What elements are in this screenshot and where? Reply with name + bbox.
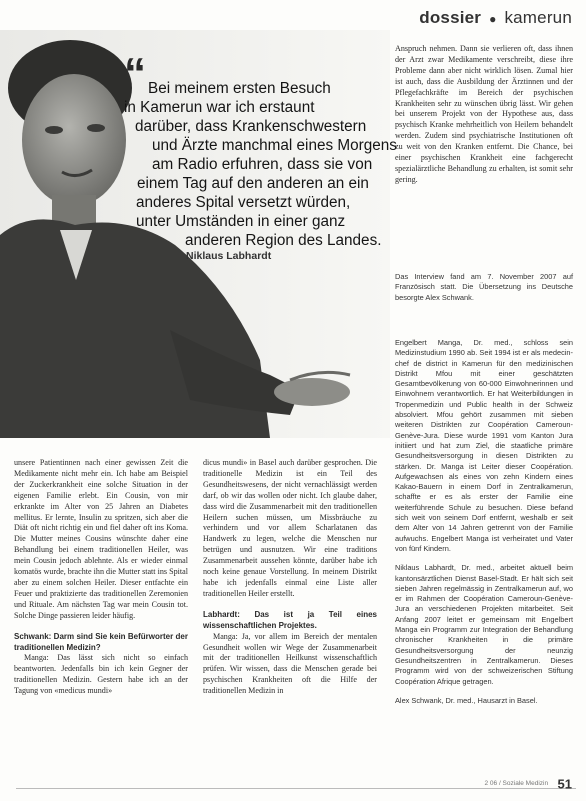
quote-line: anderes Spital versetzt würden, bbox=[136, 194, 351, 211]
quote-line: einem Tag auf den anderen an ein bbox=[137, 175, 369, 192]
quote-line: am Radio erfuhren, dass sie von bbox=[152, 156, 373, 173]
paragraph: unsere Patientinnen nach einer gewissen Zeit die Medikamente nicht mehr ein. Ich habe am Beispiel der Zuckerkrankheit eine solche Situation in der eigenen Familie erlebt. Ein Cousin, von mir erkrankte im Alter von 25 Jahren an Diabetes mellitus. Er lernte, Insulin zu spritzen, sich aber die Diät oft nicht richtig ein und fiel daher oft ins Koma. Die Mutter meines Cousins wünschte daher eine Behandlung bei einem traditionellen Heiler, was mein Cousin jedoch ablehnte. Als er wieder einmal komatös wurde, brachte ihn die Mutter statt ins Spital aber zu einem solchen Heiler. Dieser entfachte ein Feuer und praktizierte das traditionellen Zeremonien und Rituale. Am nächsten Tag war mein Cousin tot. Solche Dinge passieren leider häufig. bbox=[14, 458, 188, 620]
bio-schwank: Alex Schwank, Dr. med., Hausarzt in Basel. bbox=[395, 695, 538, 705]
note-text: Das Interview fand am 7. November 2007 auf Französisch statt. Die Übersetzung ins Deutsche besorgte Alex Schwank. bbox=[395, 272, 573, 302]
paragraph: dicus mundi» in Basel auch darüber gesprochen. Die traditionelle Medizin ist ein Teil des Gesundheitswesens, der nicht vernachlässigt werden darf, ob wir das wollen oder nicht. Ich glaube daher, dass wird die Zusammenarbeit mit den traditionellen Heilern suchen müssen, um Missbräuche zu verhindern und vor allem Scharlatanen das Handwerk zu legen, welche die Menschen nur betrügen und ausnutzen. Wir eine traditions Zusammenarbeit aussehen könnte, darüber habe ich noch keine genaue Vorstellung. In meinem Distrikt habe ich jedenfalls einmal eine Liste aller traditionellen Heiler erstellt. bbox=[203, 458, 377, 598]
quote-mark: “ bbox=[124, 49, 146, 98]
interview-note bbox=[395, 272, 573, 312]
author-bios bbox=[395, 338, 573, 715]
section-header bbox=[419, 8, 572, 28]
paragraph: Manga: Das lässt sich nicht so einfach beantworten. Jedenfalls bin ich kein Gegner der traditionellen Medizin. Gestern habe ich an der Tagung von «medicus mundi» bbox=[14, 653, 188, 696]
article-column-1 bbox=[14, 458, 188, 697]
quote-line: in Kamerun war ich erstaunt bbox=[124, 99, 315, 116]
dossier-label: dossier bbox=[419, 8, 482, 27]
paragraph: Anspruch nehmen. Dann sie verlieren oft, dass ihnen der Arzt zwar Medikamente verschreibt, diese ihre Probleme dann aber nicht wirklich lösen. Zumal hier ist auch, dass die Ausbildung der Ärztinnen und der Pflegefachkräfte im Bereich der psychischen Krankheiten sehr zu wünschen übrig lässt. Wir gehen bei unserem Projekt von der Hypothese aus, dass psychisch Kranke mehrheitlich von Heilern behandelt werden. Zudem sind psychiatrische Institutionen oft zu weit von den Kranken entfernt. Die Chance, bei einer psychischen Krankheit eine fachgerecht spezialärztliche Behandlung zu erhalten, ist somit sehr gering. bbox=[395, 44, 573, 184]
quote-line: anderen Region des Landes. bbox=[185, 232, 382, 249]
paragraph: Manga: Ja, vor allem im Bereich der mentalen Gesundheit wollen wir Wege der Zusammenarbeit mit der traditionellen Heilkunst wissenschaftlich prüfen. Wir wissen, dass die Menschen gerade bei psychischen Krankheiten oft die Hilfe der traditionellen Medizin in bbox=[203, 631, 377, 696]
bio-manga: Engelbert Manga, Dr. med., schloss sein Medizinstudium 1990 ab. Seit 1994 ist er als medecin-chef de district in Kamerun für den medizinischen Distrikt Mfou mit einer geschätzten Gesamtbevölkerung von 60-000 Einwohnerinnen und Einwohnern verantwortlich. Er hat Weiterbildungen in Tropenmedizin und Public health in der Schweiz absolviert. Mfou gehört zusammen mit sieben weiteren Distrikten zur Coopération Cameroun-Genève-Jura. Diese wurde 1991 vom Kanton Jura initiiert und hat zum Ziel, die staatliche primäre Gesundheitsversorgung in diesen Distrikten zu stärken. Dr. Manga ist Leiter dieser Coopération. Aufgewachsen als eines von zehn Kindern eines Kakao-Bauern in einem Dorf in Zentralkamerun, schaffte er es als erster der Familie eine weiterführende Schule zu besuchen. Diese befand sich weit von seinem Dorf entfernt, weshalb er seit dem Alter von 14 Jahren getrennt von der Familie aufwuchs. Engelbert Manga ist verheiratet und Vater von fünf Kindern. bbox=[395, 338, 573, 553]
separator-dot: ● bbox=[489, 11, 497, 26]
quote-line: darüber, dass Krankenschwestern bbox=[135, 118, 367, 135]
bio-labhardt: Niklaus Labhardt, Dr. med., arbeitet aktuell beim kantonsärztlichen Dienst Basel-Stadt. Er hält sich seit sieben Jahren regelmässig in Zentralkamerun auf, wo er im Rahmen der Coopération Cameroun-Genève-Jura an verschiedenen Projekten mitarbeitet. Seit Anfang 2007 leitet er gemeinsam mit Engelbert Manga ein Programm zur Integration der Behandlung chronischer Krankheiten in die primäre Gesundheitsversorgung der neunzig Gesundheitszentren in Zentralkamerun. Dieses Programm wird von der schweizerischen Stiftung Coopération Afrique getragen. bbox=[395, 563, 573, 686]
interview-question: Schwank: Darm sind Sie kein Befürworter der traditionellen Medizin? bbox=[14, 631, 188, 652]
quote-author: Niklaus Labhardt bbox=[186, 250, 272, 262]
page-footer bbox=[484, 775, 572, 793]
quote-line: und Ärzte manchmal eines Morgens bbox=[152, 137, 397, 154]
section-label: kamerun bbox=[504, 8, 572, 27]
article-column-3 bbox=[395, 44, 573, 186]
interview-question: Labhardt: Das ist ja Teil eines wissenschaftlichen Projektes. bbox=[203, 609, 377, 630]
article-column-2 bbox=[203, 458, 377, 697]
quote-line: Bei meinem ersten Besuch bbox=[148, 80, 331, 97]
page-number: 51 bbox=[557, 776, 572, 792]
quote-line: unter Umständen in einer ganz bbox=[136, 213, 346, 230]
footer-source: 2 06 / Soziale Medizin bbox=[484, 780, 549, 788]
